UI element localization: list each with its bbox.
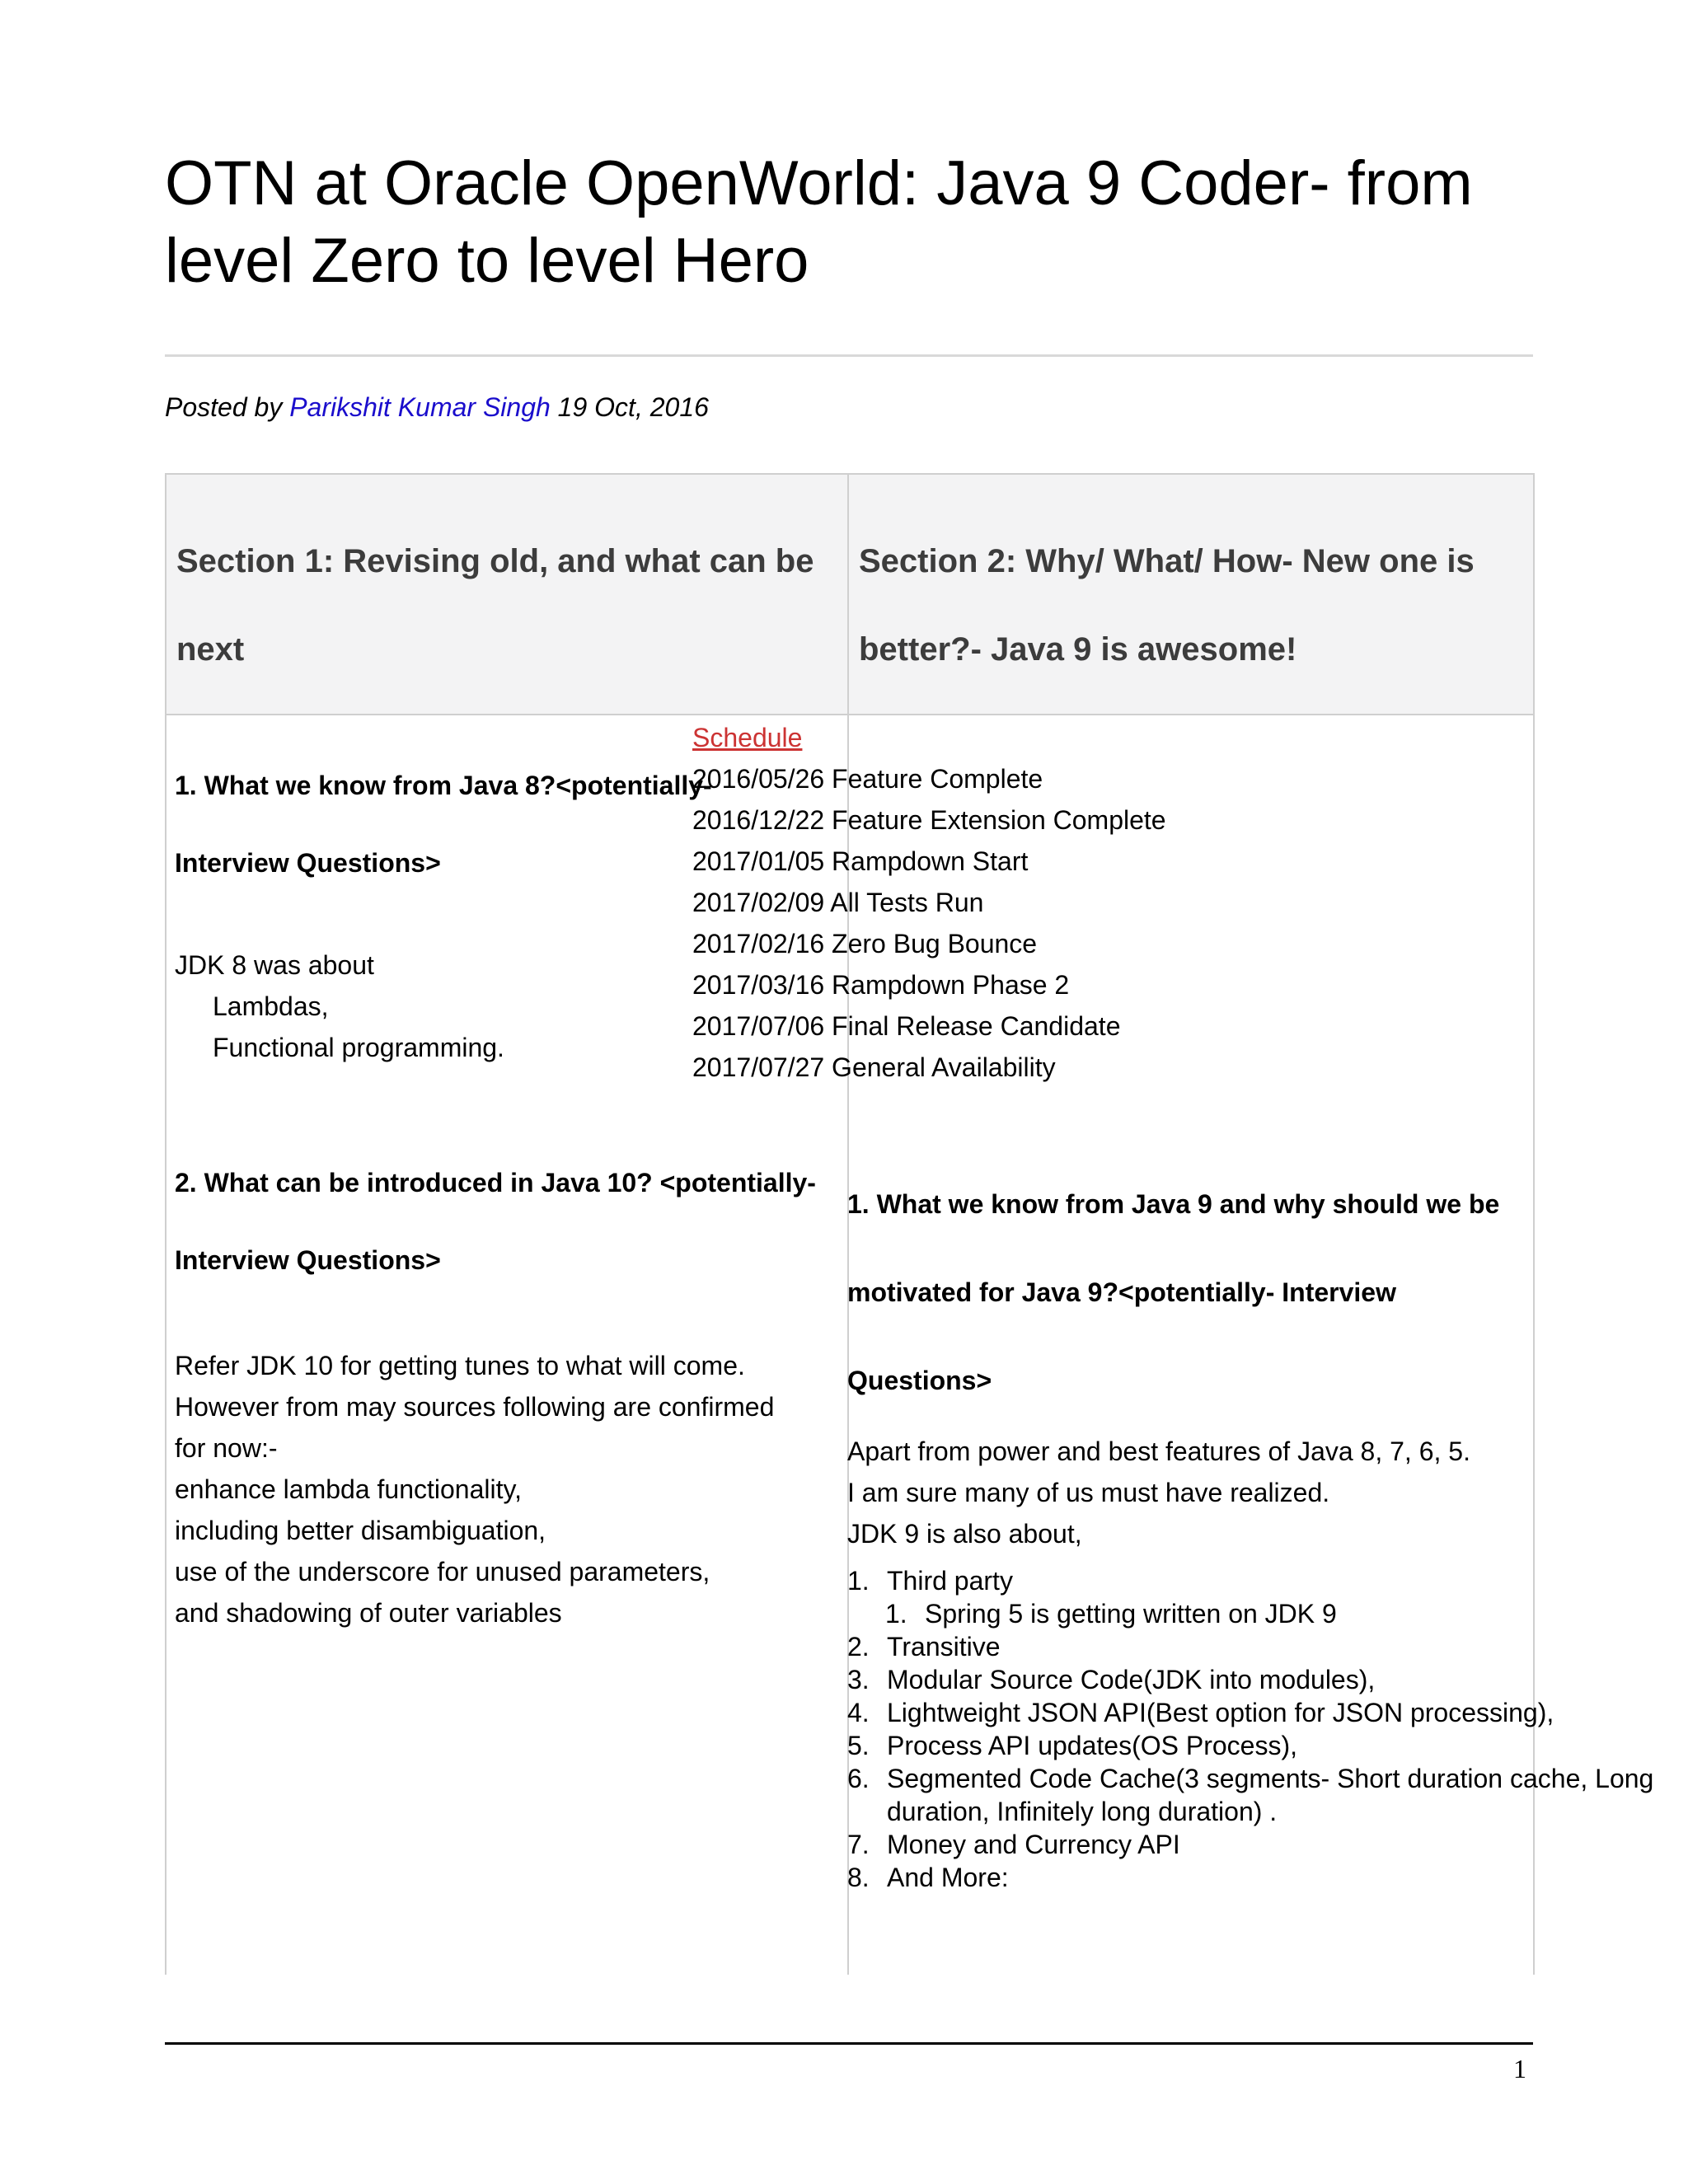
schedule-item: 2017/07/27 General Availability (692, 1052, 1056, 1082)
section-2-header: Section 2: Why/ What/ How- New one is better?- Java 9 is awesome! (859, 543, 1475, 668)
java9-intro-line: Apart from power and best features of Java 8, 7, 6, 5. (847, 1436, 1470, 1466)
feature-item: 6. Segmented Code Cache(3 segments- Short duration cache, Long duration, Infinitely long duration) . (847, 1764, 1654, 1826)
footer-divider (165, 2042, 1533, 2045)
feature-item: 3. Modular Source Code(JDK into modules), (847, 1665, 1376, 1694)
jdk10-line: use of the underscore for unused parameters, (175, 1557, 710, 1586)
java9-intro (847, 1431, 1470, 1554)
schedule-item: 2017/07/06 Final Release Candidate (692, 1011, 1121, 1041)
jdk8-summary (175, 944, 504, 1068)
schedule-item: 2016/12/22 Feature Extension Complete (692, 805, 1166, 835)
author-link[interactable]: Parikshit Kumar Singh (289, 392, 551, 422)
jdk10-notes (175, 1345, 774, 1633)
jdk10-line: for now:- (175, 1433, 278, 1463)
java9-intro-line: JDK 9 is also about, (847, 1519, 1082, 1549)
feature-subitem: 1. Spring 5 is getting written on JDK 9 (885, 1599, 1337, 1629)
feature-item: 2. Transitive (847, 1632, 1001, 1661)
schedule-item: 2017/02/16 Zero Bug Bounce (692, 929, 1038, 958)
java9-question: 1. What we know from Java 9 and why should we be motivated for Java 9?<potentially- Interview Questions> (847, 1189, 1500, 1395)
jdk8-item: Functional programming. (213, 1033, 504, 1062)
schedule-link[interactable]: Schedule (692, 723, 803, 752)
feature-item: 8. And More: (847, 1863, 1009, 1892)
feature-item: 4. Lightweight JSON API(Best option for JSON processing), (847, 1698, 1554, 1727)
jdk10-line: including better disambiguation, (175, 1516, 546, 1545)
byline-prefix: Posted by (165, 392, 283, 422)
document-title: OTN at Oracle OpenWorld: Java 9 Coder- from level Zero to level Hero (165, 148, 1473, 296)
page-number: 1 (1513, 2054, 1526, 2083)
jdk8-item: Lambdas, (213, 991, 329, 1021)
schedule-item: 2016/05/26 Feature Complete (692, 764, 1043, 794)
java8-question: 1. What we know from Java 8?<potentially- Interview Questions> (175, 771, 712, 878)
table-header-row (166, 475, 1533, 715)
jdk10-line: Refer JDK 10 for getting tunes to what will come. (175, 1351, 745, 1380)
post-date: 19 Oct, 2016 (557, 392, 709, 422)
java9-intro-line: I am sure many of us must have realized. (847, 1478, 1330, 1507)
jdk10-line: enhance lambda functionality, (175, 1474, 523, 1504)
schedule-item: 2017/01/05 Rampdown Start (692, 846, 1029, 876)
feature-item: 7. Money and Currency API (847, 1830, 1180, 1859)
jdk10-line: and shadowing of outer variables (175, 1598, 562, 1628)
java10-question: 2. What can be introduced in Java 10? <potentially- Interview Questions> (175, 1168, 816, 1275)
feature-item: 5. Process API updates(OS Process), (847, 1731, 1297, 1760)
title-divider (165, 354, 1533, 357)
feature-item: 1. Third party (847, 1566, 1013, 1596)
jdk10-line: However from may sources following are confirmed (175, 1392, 775, 1422)
schedule-item: 2017/02/09 All Tests Run (692, 888, 984, 917)
release-schedule (692, 717, 1166, 1088)
section-1-header: Section 1: Revising old, and what can be next (176, 543, 814, 668)
jdk8-intro: JDK 8 was about (175, 950, 374, 980)
byline (165, 391, 709, 424)
schedule-item: 2017/03/16 Rampdown Phase 2 (692, 970, 1070, 1000)
java9-feature-list (847, 1564, 1672, 1894)
